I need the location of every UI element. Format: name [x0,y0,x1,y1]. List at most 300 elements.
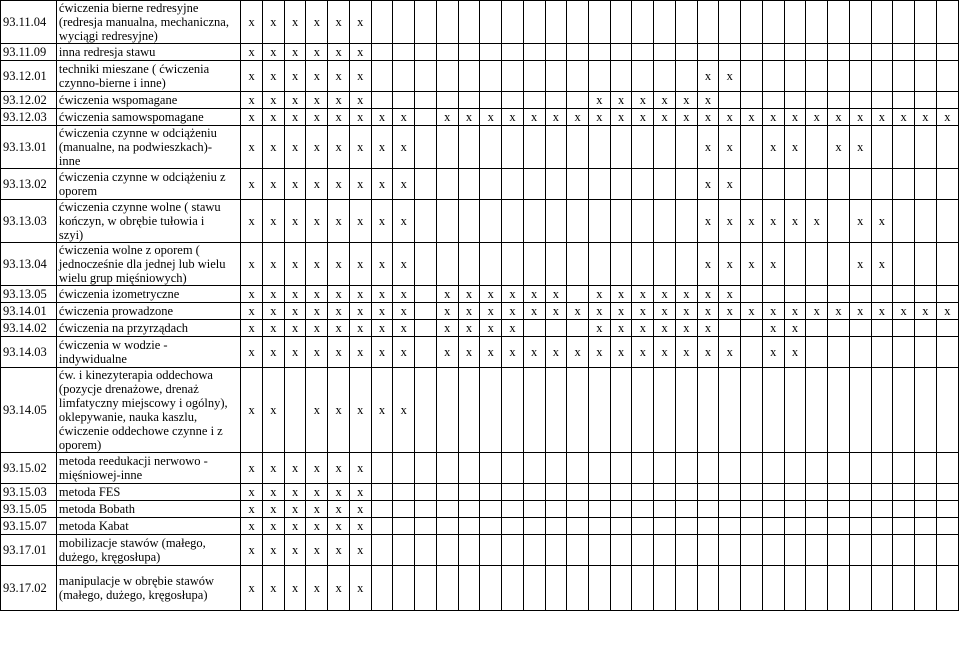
mark-x: x [313,177,320,191]
mark-cell [306,518,328,535]
mark-cell [545,453,567,484]
mark-x: x [357,461,364,475]
mark-cell [241,566,263,611]
mark-cell [306,501,328,518]
mark-cell [328,484,350,501]
mark-cell [415,61,437,92]
mark-cell [480,1,502,44]
mark-cell [589,243,611,286]
mark-cell [762,286,784,303]
mark-x: x [248,345,255,359]
mark-x: x [661,287,668,301]
mark-cell [415,320,437,337]
mark-cell [828,1,850,44]
mark-cell [241,501,263,518]
mark-cell [632,126,654,169]
mark-cell [915,303,937,320]
mark-cell [936,566,958,611]
mark-cell [654,320,676,337]
mark-x: x [357,543,364,557]
mark-x: x [813,304,820,318]
description-line: jednocześnie dla jednej lub wielu [58,257,226,271]
mark-cell [458,501,480,518]
mark-x: x [944,110,951,124]
mark-cell [741,518,763,535]
mark-cell [936,453,958,484]
mark-cell [806,109,828,126]
mark-cell [697,566,719,611]
mark-cell [545,1,567,44]
mark-cell [306,126,328,169]
mark-x: x [357,403,364,417]
mark-cell [871,368,893,453]
procedure-description [56,169,240,200]
mark-cell [436,286,458,303]
mark-cell [589,44,611,61]
mark-cell [241,243,263,286]
mark-cell [675,368,697,453]
mark-cell [567,337,589,368]
mark-cell [828,200,850,243]
mark-cell [480,566,502,611]
mark-cell [415,303,437,320]
mark-cell [436,566,458,611]
mark-cell [871,126,893,169]
mark-cell [371,126,393,169]
mark-cell [632,1,654,44]
mark-cell [393,126,415,169]
mark-x: x [683,93,690,107]
mark-cell [284,169,306,200]
mark-cell [393,243,415,286]
mark-cell [567,535,589,566]
mark-x: x [857,304,864,318]
mark-cell [306,453,328,484]
procedure-description [56,337,240,368]
mark-cell [697,320,719,337]
mark-cell [893,169,915,200]
mark-cell [263,320,285,337]
mark-cell [849,169,871,200]
mark-cell [567,200,589,243]
mark-cell [719,518,741,535]
mark-x: x [704,214,712,228]
mark-x: x [770,321,777,335]
mark-cell [371,484,393,501]
mark-cell [371,243,393,286]
mark-cell [871,243,893,286]
mark-cell [545,337,567,368]
mark-cell [458,566,480,611]
procedure-description [56,518,240,535]
mark-x: x [378,287,386,301]
mark-cell [654,169,676,200]
mark-cell [480,200,502,243]
mark-cell [284,243,306,286]
mark-cell [458,453,480,484]
mark-x: x [270,304,277,318]
table-row [1,61,959,92]
table-row [1,44,959,61]
mark-x: x [465,110,473,124]
mark-cell [458,109,480,126]
mark-x: x [248,140,255,154]
mark-x: x [770,214,777,228]
mark-cell [828,566,850,611]
mark-x: x [248,304,255,318]
mark-cell [675,320,697,337]
procedure-code: 93.13.05 [1,286,57,303]
mark-cell [349,453,371,484]
mark-cell [263,109,285,126]
mark-cell [849,566,871,611]
mark-x: x [270,345,277,359]
mark-cell [806,61,828,92]
mark-cell [502,484,524,501]
mark-cell [828,501,850,518]
description-line: (manualne, na podwieszkach)- [58,140,212,154]
description-line: ćwiczenia czynne wolne ( stawu [58,200,221,214]
mark-cell [415,109,437,126]
mark-cell [915,126,937,169]
mark-cell [241,44,263,61]
mark-cell [567,169,589,200]
mark-cell [523,200,545,243]
mark-x: x [726,214,733,228]
mark-cell [893,109,915,126]
mark-cell [589,303,611,320]
mark-cell [675,44,697,61]
mark-x: x [313,304,320,318]
procedure-code: 93.11.09 [1,44,57,61]
mark-cell [741,566,763,611]
mark-cell [589,200,611,243]
description-line: ćwiczenia wolne z oporem ( [58,243,200,257]
description-line: ćwiczenia izometryczne [58,287,180,301]
mark-cell [393,61,415,92]
mark-cell [828,169,850,200]
mark-cell [328,566,350,611]
mark-cell [328,1,350,44]
table-row [1,109,959,126]
mark-x: x [291,177,299,191]
mark-cell [915,535,937,566]
table-row [1,92,959,109]
mark-cell [567,92,589,109]
mark-x: x [248,581,255,595]
mark-x: x [248,519,255,533]
mark-x: x [639,93,646,107]
mark-cell [589,320,611,337]
mark-x: x [596,287,603,301]
mark-cell [371,320,393,337]
mark-x: x [704,69,712,83]
mark-x: x [813,214,820,228]
mark-cell [632,337,654,368]
mark-cell [762,200,784,243]
mark-cell [241,337,263,368]
mark-cell [458,303,480,320]
mark-cell [306,535,328,566]
mark-x: x [335,543,342,557]
mark-x: x [335,485,342,499]
description-line: metoda Bobath [58,502,135,516]
mark-cell [567,109,589,126]
mark-x: x [335,519,342,533]
mark-cell [741,484,763,501]
mark-cell [893,368,915,453]
mark-cell [502,518,524,535]
mark-cell [675,566,697,611]
mark-cell [458,169,480,200]
mark-x: x [791,304,799,318]
mark-cell [349,92,371,109]
mark-cell [328,368,350,453]
description-line: ćwiczenia czynne w odciążeniu z [58,170,226,184]
mark-cell [263,535,285,566]
mark-cell [610,368,632,453]
mark-x: x [335,581,342,595]
mark-cell [762,501,784,518]
mark-cell [328,44,350,61]
mark-cell [719,501,741,518]
mark-cell [893,126,915,169]
mark-cell [567,501,589,518]
mark-cell [284,368,306,453]
mark-cell [936,303,958,320]
mark-cell [632,200,654,243]
mark-cell [284,109,306,126]
mark-cell [610,61,632,92]
mark-x: x [704,93,712,107]
mark-x: x [770,257,777,271]
mark-cell [458,535,480,566]
mark-cell [349,484,371,501]
mark-x: x [313,45,320,59]
mark-cell [719,61,741,92]
mark-x: x [813,110,820,124]
mark-cell [589,484,611,501]
mark-cell [263,518,285,535]
mark-x: x [357,177,364,191]
mark-cell [915,286,937,303]
mark-x: x [270,257,277,271]
mark-cell [893,61,915,92]
mark-cell [632,518,654,535]
mark-cell [762,535,784,566]
procedure-code: 93.14.05 [1,368,57,453]
mark-cell [741,92,763,109]
mark-cell [458,92,480,109]
mark-cell [871,61,893,92]
mark-cell [610,243,632,286]
mark-x: x [248,321,255,335]
mark-cell [675,286,697,303]
mark-x: x [704,287,712,301]
mark-cell [545,126,567,169]
mark-cell [567,368,589,453]
mark-cell [741,126,763,169]
mark-cell [784,243,806,286]
mark-cell [567,518,589,535]
mark-x: x [487,345,494,359]
mark-x: x [574,110,581,124]
mark-x: x [922,110,929,124]
mark-cell [762,61,784,92]
mark-cell [436,109,458,126]
mark-cell [654,535,676,566]
mark-x: x [248,461,255,475]
mark-cell [784,200,806,243]
mark-cell [871,1,893,44]
mark-cell [719,286,741,303]
mark-cell [936,169,958,200]
mark-cell [436,92,458,109]
mark-cell [241,453,263,484]
mark-cell [915,453,937,484]
mark-cell [654,501,676,518]
mark-cell [784,501,806,518]
procedure-description [56,200,240,243]
mark-cell [306,109,328,126]
mark-cell [502,109,524,126]
mark-x: x [509,110,516,124]
mark-cell [762,566,784,611]
mark-cell [654,453,676,484]
mark-x: x [444,287,451,301]
mark-x: x [313,69,320,83]
mark-cell [893,44,915,61]
mark-cell [936,61,958,92]
mark-x: x [835,304,842,318]
mark-cell [436,501,458,518]
mark-cell [784,169,806,200]
mark-cell [741,61,763,92]
mark-cell [610,484,632,501]
mark-cell [306,1,328,44]
mark-cell [523,109,545,126]
table-row [1,566,959,611]
mark-cell [719,109,741,126]
mark-cell [349,337,371,368]
mark-cell [936,535,958,566]
mark-cell [589,286,611,303]
mark-cell [849,453,871,484]
mark-cell [502,1,524,44]
mark-cell [806,303,828,320]
mark-x: x [291,257,299,271]
mark-cell [806,535,828,566]
description-line: wielu grup mięśniowych) [58,271,187,285]
mark-cell [502,501,524,518]
mark-cell [719,484,741,501]
mark-x: x [857,140,864,154]
description-line: oporem) [58,438,102,452]
mark-cell [436,484,458,501]
mark-x: x [313,543,320,557]
mark-cell [806,200,828,243]
mark-cell [589,518,611,535]
mark-cell [263,368,285,453]
mark-x: x [770,304,777,318]
mark-cell [915,320,937,337]
mark-cell [719,169,741,200]
mark-x: x [313,287,320,301]
mark-cell [480,44,502,61]
mark-cell [893,337,915,368]
mark-x: x [487,287,494,301]
mark-cell [849,92,871,109]
mark-x: x [400,110,407,124]
mark-cell [284,44,306,61]
mark-x: x [748,257,755,271]
mark-cell [828,303,850,320]
mark-x: x [552,345,560,359]
mark-x: x [313,214,320,228]
mark-cell [806,169,828,200]
mark-x: x [291,519,299,533]
mark-cell [871,303,893,320]
mark-cell [936,92,958,109]
mark-cell [284,453,306,484]
mark-cell [263,44,285,61]
mark-cell [741,286,763,303]
mark-x: x [400,403,407,417]
mark-cell [545,535,567,566]
mark-cell [371,566,393,611]
mark-x: x [313,140,320,154]
table-row [1,368,959,453]
mark-x: x [270,45,277,59]
mark-cell [436,518,458,535]
mark-cell [719,303,741,320]
mark-cell [871,169,893,200]
mark-cell [263,92,285,109]
mark-x: x [313,461,320,475]
mark-cell [849,109,871,126]
mark-cell [371,535,393,566]
mark-x: x [248,287,255,301]
mark-cell [871,92,893,109]
mark-cell [328,61,350,92]
mark-cell [567,320,589,337]
mark-cell [567,243,589,286]
mark-cell [654,303,676,320]
mark-cell [849,243,871,286]
mark-x: x [704,177,712,191]
mark-cell [719,44,741,61]
mark-cell [719,337,741,368]
mark-cell [436,453,458,484]
mark-x: x [683,345,690,359]
mark-cell [545,518,567,535]
mark-cell [393,200,415,243]
mark-x: x [531,287,538,301]
procedure-code: 93.14.01 [1,303,57,320]
mark-x: x [357,321,364,335]
mark-x: x [357,257,364,271]
mark-x: x [335,93,342,107]
procedure-description [56,368,240,453]
mark-cell [828,126,850,169]
mark-x: x [878,110,886,124]
mark-cell [523,535,545,566]
description-line: ćw. i kinezyterapia oddechowa [58,368,213,382]
mark-cell [589,535,611,566]
mark-cell [697,169,719,200]
mark-cell [741,109,763,126]
mark-cell [806,337,828,368]
